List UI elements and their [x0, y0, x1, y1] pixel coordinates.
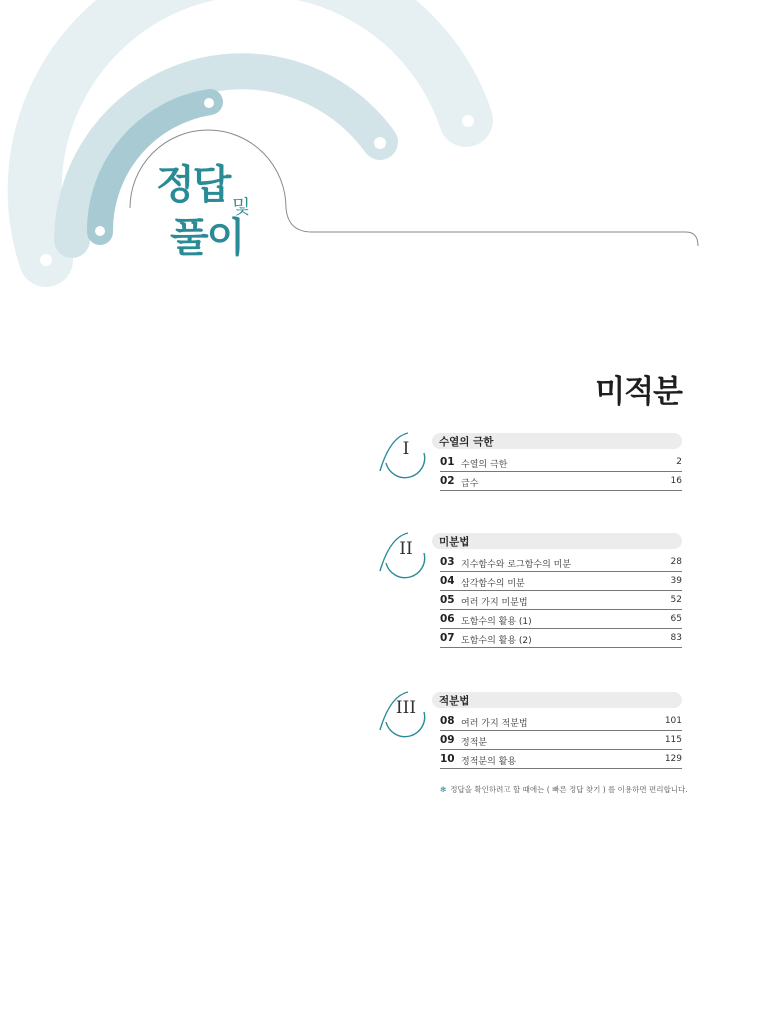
chapter-number: 06 — [440, 613, 455, 625]
chapter-number: 04 — [440, 575, 455, 587]
unit-roman-numeral: II — [399, 539, 413, 559]
footnote-text: 정답을 확인하려고 할 때에는 ( 빠른 정답 찾기 ) 를 이용하면 편리합니다. — [450, 785, 688, 794]
unit-title: 수열의 극한 — [439, 436, 494, 448]
chapter-number: 02 — [440, 475, 455, 487]
subject-title: 미적분 — [595, 374, 682, 410]
chapter-page: 28 — [670, 557, 682, 567]
star-icon: ✻ — [440, 785, 447, 794]
chapter-row[interactable] — [440, 750, 682, 769]
unit-roman-numeral: III — [395, 698, 417, 718]
chapter-title: 지수함수와 로그함수의 미분 — [461, 560, 572, 570]
chapter-number: 10 — [440, 753, 455, 765]
chapter-number: 09 — [440, 734, 455, 746]
chapter-title: 삼각함수의 미분 — [461, 579, 525, 589]
chapter-page: 129 — [664, 754, 682, 764]
footnote — [440, 784, 688, 795]
chapter-row[interactable] — [440, 629, 682, 648]
chapter-number: 03 — [440, 556, 455, 568]
unit-header — [432, 533, 682, 549]
chapter-page: 2 — [676, 457, 682, 467]
unit-title: 적분법 — [439, 695, 470, 707]
chapter-row[interactable] — [440, 572, 682, 591]
chapter-row[interactable] — [440, 591, 682, 610]
chapter-row[interactable] — [440, 712, 682, 731]
chapter-number: 08 — [440, 715, 455, 727]
unit-header — [432, 433, 682, 449]
cover-title-line2: 풀이 — [170, 215, 244, 261]
chapter-number: 05 — [440, 594, 455, 606]
chapter-page: 39 — [670, 576, 682, 586]
unit-header — [432, 692, 682, 708]
chapter-title: 도함수의 활용 (1) — [461, 617, 532, 627]
chapter-title: 급수 — [461, 479, 479, 489]
chapter-page: 101 — [664, 716, 682, 726]
chapter-page: 52 — [670, 595, 682, 605]
chapter-title: 정적분 — [461, 738, 488, 748]
chapter-row[interactable] — [440, 610, 682, 629]
chapter-title: 정적분의 활용 — [461, 757, 517, 767]
chapter-page: 115 — [664, 735, 682, 745]
chapter-page: 16 — [670, 476, 682, 486]
cover-title-conjunction: 및 — [232, 196, 251, 218]
chapter-title: 여러 가지 미분법 — [461, 598, 528, 608]
decorative-arcs — [0, 0, 768, 300]
chapter-row[interactable] — [440, 472, 682, 491]
chapter-title: 여러 가지 적분법 — [461, 719, 528, 729]
chapter-page: 83 — [670, 633, 682, 643]
chapter-page: 65 — [670, 614, 682, 624]
chapter-title: 수열의 극한 — [461, 460, 508, 470]
cover-title-line1: 정답 — [156, 162, 230, 208]
chapter-number: 07 — [440, 632, 455, 644]
chapter-number: 01 — [440, 456, 455, 468]
chapter-row[interactable] — [440, 553, 682, 572]
chapter-row[interactable] — [440, 453, 682, 472]
chapter-title: 도함수의 활용 (2) — [461, 636, 532, 646]
unit-title: 미분법 — [439, 536, 470, 548]
unit-roman-numeral: I — [402, 439, 410, 459]
chapter-row[interactable] — [440, 731, 682, 750]
